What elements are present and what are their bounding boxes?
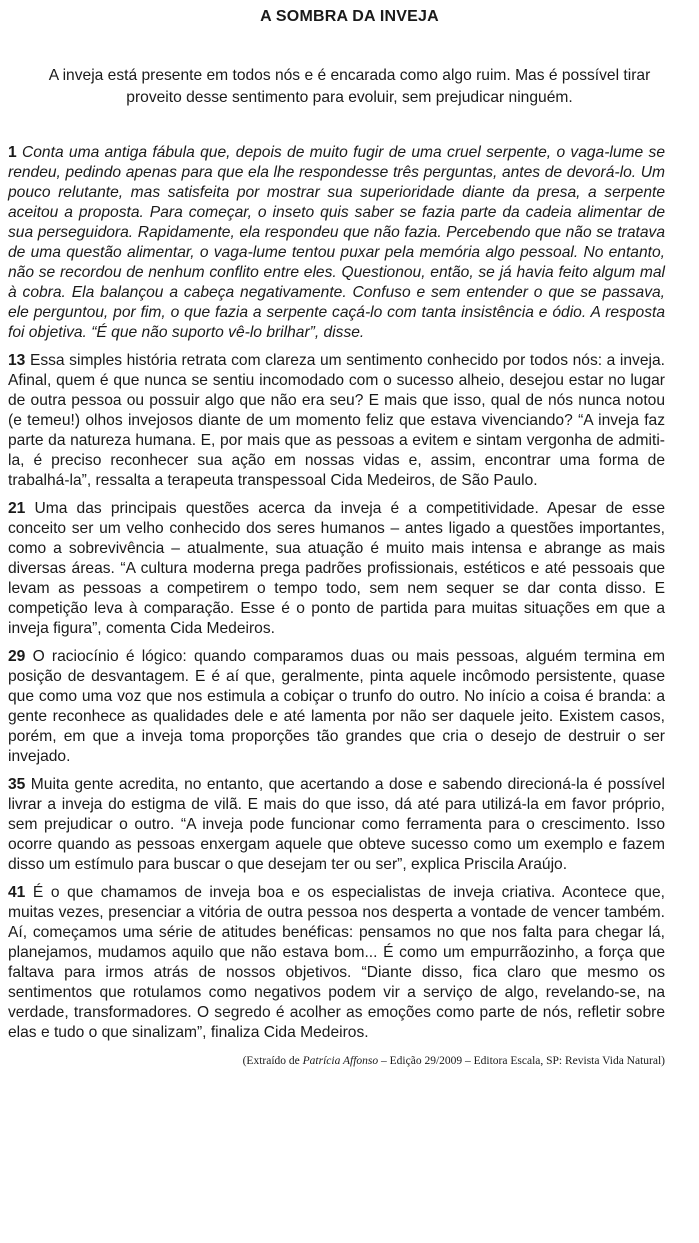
paragraph-21 bbox=[8, 499, 665, 639]
article-lead: A inveja está presente em todos nós e é encarada como algo ruim. Mas é possível tirar proveito desse sentimento para evoluir, sem prejudicar ninguém. bbox=[48, 67, 651, 106]
paragraph-35 bbox=[8, 775, 665, 875]
paragraph-text: Conta uma antiga fábula que, depois de muito fugir de uma cruel serpente, o vaga-lume se rendeu, pedindo apenas para que ela lhe respondesse três perguntas, antes de devorá-lo. Um pouco relutante, mas satisfeita por mostrar sua superioridade diante da presa, a serpente aceitou a proposta. Para começar, o inseto quis saber se fazia parte da cadeia alimentar de sua perseguidora. Rapidamente, ela respondeu que não fazia. Percebendo que não se tratava de uma questão alimentar, o vaga-lume tentou puxar pela memória algo pessoal. No entanto, não se recordou de nenhum conflito entre eles. Questionou, então, se já havia feito algum mal à cobra. Ela balançou a cabeça negativamente. Confuso e sem entender o que se passava, ele perguntou, por fim, o que fazia a serpente caçá-lo com tanta insistência e ódio. A resposta foi objetiva. “É que não suporto vê-lo brilhar”, disse. bbox=[8, 144, 665, 341]
paragraph-1 bbox=[8, 143, 665, 343]
article-title: A SOMBRA DA INVEJA bbox=[260, 8, 439, 25]
source-prefix: (Extraído de bbox=[242, 1055, 303, 1067]
line-number: 1 bbox=[8, 144, 17, 161]
line-number: 29 bbox=[8, 648, 26, 665]
paragraph-text: É o que chamamos de inveja boa e os especialistas de inveja criativa. Acontece que, muitas vezes, presenciar a vitória de outra pessoa nos desperta a vontade de vencer também. Aí, começamos uma série de atitudes benéficas: pensamos no que nos falta para chegar lá, planejamos, mudamos aquilo que não estava bom... É como um empurrãozinho, a força que faltava para irmos atrás de nossos objetivos. “Diante disso, fica claro que mesmo os sentimentos que rotulamos como negativos podem vir a serviço de algo, revelando-se, na verdade, transformadores. O segredo é acolher as emoções como parte de nós, refletir sobre elas e tudo o que sinalizam”, finaliza Cida Medeiros. bbox=[8, 884, 665, 1041]
paragraph-13 bbox=[8, 351, 665, 491]
paragraph-text: Uma das principais questões acerca da inveja é a competitividade. Apesar de esse conceito ser um velho conhecido dos seres humanos – antes ligado a questões importantes, como a sobrevivência – atualmente, sua atuação é muito mais intensa e abrange as mais diversas áreas. “A cultura moderna prega padrões profissionais, estéticos e até pessoais que levam as pessoas a competirem o tempo todo, sem nem sequer se dar conta disso. E competição leva à comparação. Esse é o ponto de partida para muitas situações em que a inveja figura”, comenta Cida Medeiros. bbox=[8, 500, 665, 637]
source-suffix: – Edição 29/2009 – Editora Escala, SP: Revista Vida Natural) bbox=[378, 1055, 665, 1067]
source-citation bbox=[8, 1055, 665, 1067]
line-number: 35 bbox=[8, 776, 26, 793]
paragraph-text: O raciocínio é lógico: quando comparamos duas ou mais pessoas, alguém termina em posição de desvantagem. E é aí que, geralmente, pinta aquele incômodo persistente, quase que como uma voz que nos estimula a cobiçar o trunfo do outro. No início a coisa é branda: a gente reconhece as qualidades dele e até lamenta por não ser daquele jeito. Existem casos, porém, em que a inveja toma proporções tão grandes que cria o desejo de destruir o ser invejado. bbox=[8, 648, 665, 765]
line-number: 41 bbox=[8, 884, 26, 901]
line-number: 21 bbox=[8, 500, 26, 517]
line-number: 13 bbox=[8, 352, 26, 369]
paragraph-29 bbox=[8, 647, 665, 767]
paragraph-text: Essa simples história retrata com clareza um sentimento conhecido por todos nós: a inveja. Afinal, quem é que nunca se sentiu incomodado com o sucesso alheio, desejou estar no lugar de outra pessoa ou possuir algo que não era seu? E mais que isso, qual de nós nunca notou (e temeu!) olhos invejosos diante de um momento feliz que estava vivenciando? “A inveja faz parte da natureza humana. E, por mais que as pessoas a evitem e sintam vergonha de admiti-la, é preciso reconhecer sua ação em nossas vidas e, assim, encontrar uma forma de trabalhá-la”, ressalta a terapeuta transpessoal Cida Medeiros, de São Paulo. bbox=[8, 352, 665, 489]
paragraph-text: Muita gente acredita, no entanto, que acertando a dose e sabendo direcioná-la é possível livrar a inveja do estigma de vilã. E mais do que isso, dá até para utilizá-la em favor próprio, sem prejudicar o outro. “A inveja pode funcionar como ferramenta para o crescimento. Isso ocorre quando as pessoas enxergam aquele que obteve sucesso como um exemplo e fazem disso um estímulo para buscar o que desejam ter ou ser”, explica Priscila Araújo. bbox=[8, 776, 665, 873]
paragraph-41 bbox=[8, 883, 665, 1043]
source-author: Patrícia Affonso bbox=[302, 1055, 379, 1067]
